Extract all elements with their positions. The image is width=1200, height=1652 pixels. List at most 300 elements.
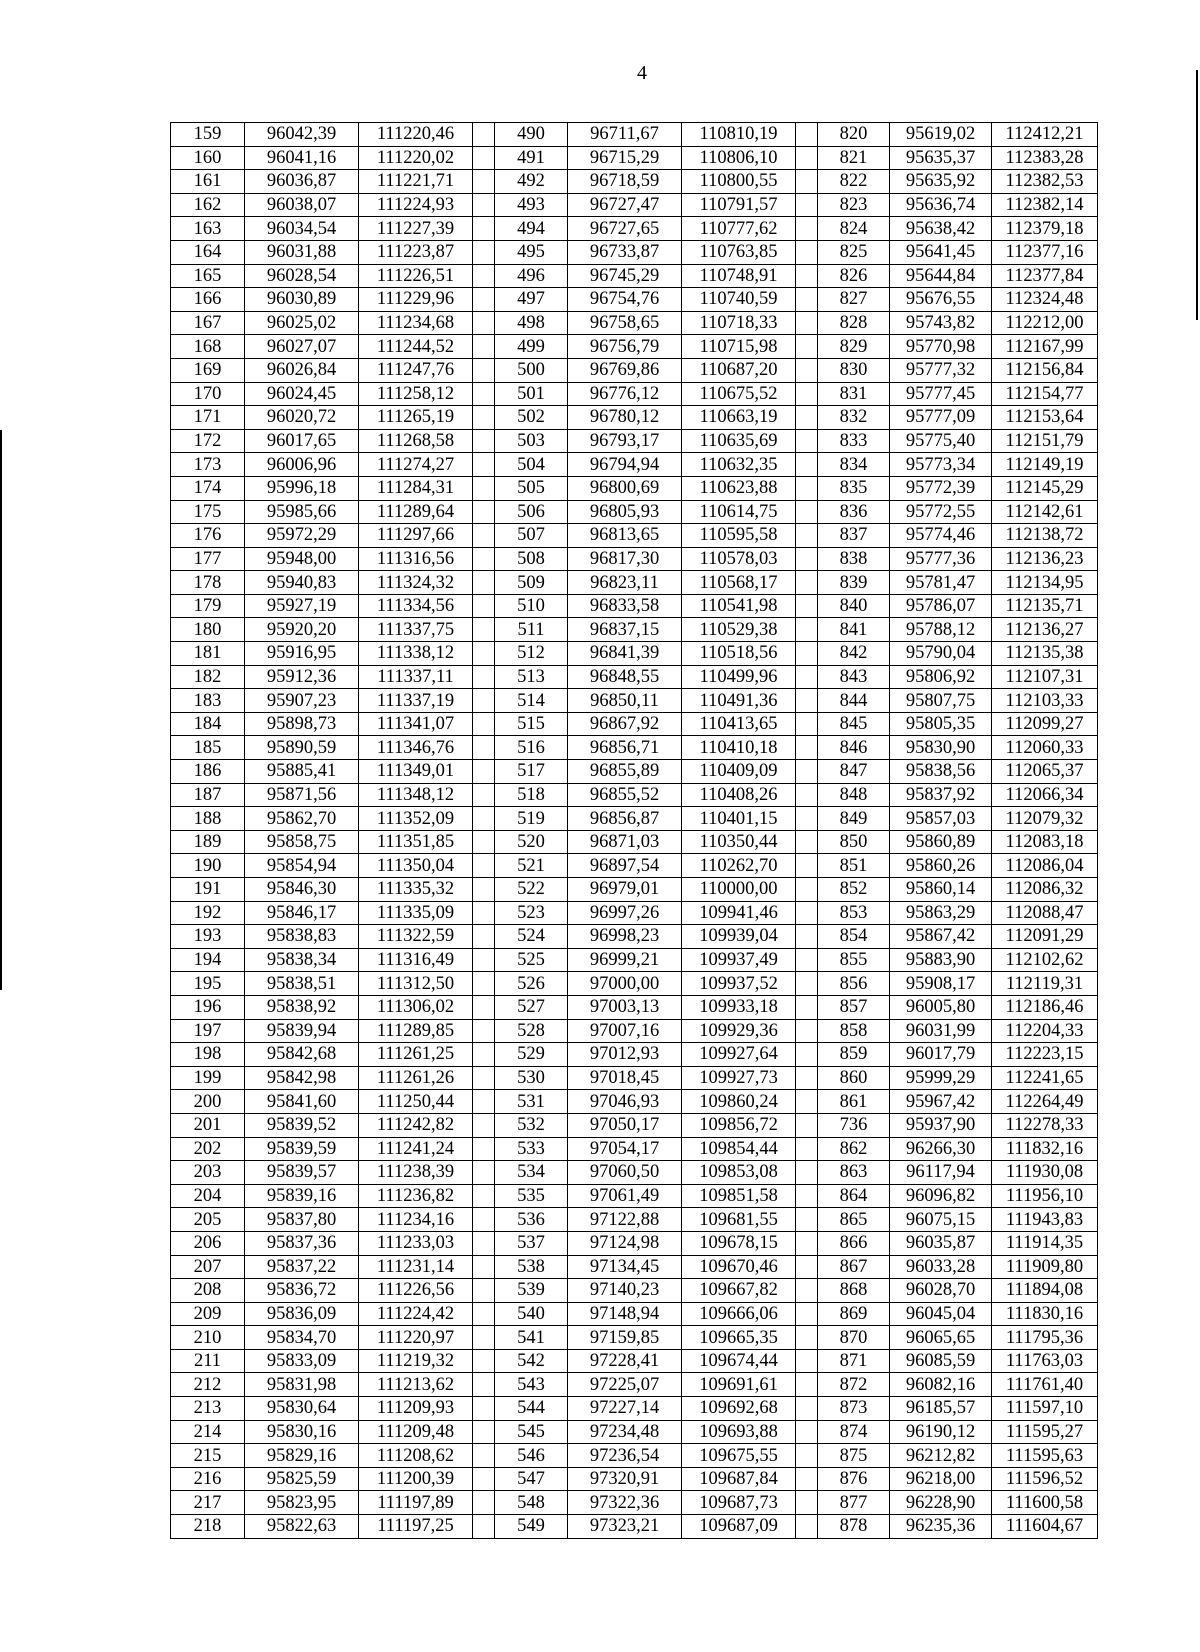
point-number-cell: 179: [171, 594, 245, 618]
point-number-cell: 506: [495, 500, 568, 524]
point-number-cell: 184: [171, 712, 245, 736]
table-row: [171, 453, 1098, 477]
x-coordinate-cell: 96033,28: [890, 1255, 992, 1279]
y-coordinate-cell: 111289,85: [359, 1019, 473, 1043]
x-coordinate-cell: 95806,92: [890, 665, 992, 689]
coordinates-table: [170, 122, 1098, 1539]
section-separator-cell: [473, 524, 495, 548]
point-number-cell: 856: [818, 972, 890, 996]
point-number-cell: 542: [495, 1349, 568, 1373]
point-number-cell: 493: [495, 193, 568, 217]
section-separator-cell: [796, 1090, 818, 1114]
x-coordinate-cell: 95790,04: [890, 642, 992, 666]
table-row: [171, 1302, 1098, 1326]
point-number-cell: 205: [171, 1208, 245, 1232]
section-separator-cell: [796, 382, 818, 406]
x-coordinate-cell: 97060,50: [568, 1161, 682, 1185]
x-coordinate-cell: 95638,42: [890, 217, 992, 241]
point-number-cell: 832: [818, 406, 890, 430]
x-coordinate-cell: 96998,23: [568, 925, 682, 949]
point-number-cell: 500: [495, 358, 568, 382]
y-coordinate-cell: 111795,36: [992, 1326, 1098, 1350]
y-coordinate-cell: 110675,52: [682, 382, 796, 406]
table-row: [171, 1491, 1098, 1515]
section-separator-cell: [796, 524, 818, 548]
table-row: [171, 358, 1098, 382]
x-coordinate-cell: 96850,11: [568, 689, 682, 713]
point-number-cell: 830: [818, 358, 890, 382]
point-number-cell: 864: [818, 1184, 890, 1208]
x-coordinate-cell: 95890,59: [245, 736, 359, 760]
x-coordinate-cell: 96042,39: [245, 123, 359, 147]
y-coordinate-cell: 111334,56: [359, 594, 473, 618]
table-row: [171, 1113, 1098, 1137]
section-separator-cell: [473, 547, 495, 571]
point-number-cell: 820: [818, 123, 890, 147]
table-row: [171, 193, 1098, 217]
section-separator-cell: [473, 807, 495, 831]
y-coordinate-cell: 109674,44: [682, 1349, 796, 1373]
y-coordinate-cell: 112212,00: [992, 311, 1098, 335]
y-coordinate-cell: 112136,27: [992, 618, 1098, 642]
point-number-cell: 861: [818, 1090, 890, 1114]
x-coordinate-cell: 95862,70: [245, 807, 359, 831]
y-coordinate-cell: 112066,34: [992, 783, 1098, 807]
x-coordinate-cell: 95985,66: [245, 500, 359, 524]
point-number-cell: 531: [495, 1090, 568, 1114]
x-coordinate-cell: 96190,12: [890, 1420, 992, 1444]
table-row: [171, 736, 1098, 760]
y-coordinate-cell: 109933,18: [682, 995, 796, 1019]
x-coordinate-cell: 95838,56: [890, 760, 992, 784]
y-coordinate-cell: 111261,25: [359, 1043, 473, 1067]
y-coordinate-cell: 110800,55: [682, 170, 796, 194]
x-coordinate-cell: 97140,23: [568, 1279, 682, 1303]
x-coordinate-cell: 95898,73: [245, 712, 359, 736]
y-coordinate-cell: 110663,19: [682, 406, 796, 430]
x-coordinate-cell: 96266,30: [890, 1137, 992, 1161]
x-coordinate-cell: 95927,19: [245, 594, 359, 618]
x-coordinate-cell: 97134,45: [568, 1255, 682, 1279]
point-number-cell: 837: [818, 524, 890, 548]
y-coordinate-cell: 111221,71: [359, 170, 473, 194]
point-number-cell: 214: [171, 1420, 245, 1444]
point-number-cell: 524: [495, 925, 568, 949]
x-coordinate-cell: 97225,07: [568, 1373, 682, 1397]
y-coordinate-cell: 111274,27: [359, 453, 473, 477]
table-row: [171, 689, 1098, 713]
table-row: [171, 948, 1098, 972]
x-coordinate-cell: 95841,60: [245, 1090, 359, 1114]
y-coordinate-cell: 109927,73: [682, 1066, 796, 1090]
y-coordinate-cell: 111335,09: [359, 901, 473, 925]
y-coordinate-cell: 111200,39: [359, 1467, 473, 1491]
y-coordinate-cell: 111338,12: [359, 642, 473, 666]
x-coordinate-cell: 95838,34: [245, 948, 359, 972]
table-row: [171, 123, 1098, 147]
x-coordinate-cell: 95907,23: [245, 689, 359, 713]
table-row: [171, 264, 1098, 288]
x-coordinate-cell: 96817,30: [568, 547, 682, 571]
x-coordinate-cell: 95829,16: [245, 1444, 359, 1468]
point-number-cell: 186: [171, 760, 245, 784]
x-coordinate-cell: 95842,68: [245, 1043, 359, 1067]
table-row: [171, 1137, 1098, 1161]
y-coordinate-cell: 110578,03: [682, 547, 796, 571]
point-number-cell: 527: [495, 995, 568, 1019]
point-number-cell: 845: [818, 712, 890, 736]
section-separator-cell: [796, 123, 818, 147]
y-coordinate-cell: 110401,15: [682, 807, 796, 831]
point-number-cell: 209: [171, 1302, 245, 1326]
section-separator-cell: [796, 547, 818, 571]
section-separator-cell: [473, 854, 495, 878]
section-separator-cell: [473, 878, 495, 902]
point-number-cell: 178: [171, 571, 245, 595]
point-number-cell: 827: [818, 288, 890, 312]
x-coordinate-cell: 96727,47: [568, 193, 682, 217]
y-coordinate-cell: 111337,11: [359, 665, 473, 689]
x-coordinate-cell: 97236,54: [568, 1444, 682, 1468]
point-number-cell: 854: [818, 925, 890, 949]
y-coordinate-cell: 112083,18: [992, 830, 1098, 854]
section-separator-cell: [796, 948, 818, 972]
y-coordinate-cell: 111346,76: [359, 736, 473, 760]
x-coordinate-cell: 95867,42: [890, 925, 992, 949]
x-coordinate-cell: 95770,98: [890, 335, 992, 359]
section-separator-cell: [473, 618, 495, 642]
y-coordinate-cell: 109681,55: [682, 1208, 796, 1232]
point-number-cell: 546: [495, 1444, 568, 1468]
point-number-cell: 505: [495, 476, 568, 500]
y-coordinate-cell: 112241,65: [992, 1066, 1098, 1090]
point-number-cell: 866: [818, 1231, 890, 1255]
table-row: [171, 1515, 1098, 1539]
point-number-cell: 544: [495, 1397, 568, 1421]
x-coordinate-cell: 96805,93: [568, 500, 682, 524]
point-number-cell: 518: [495, 783, 568, 807]
section-separator-cell: [473, 1184, 495, 1208]
point-number-cell: 835: [818, 476, 890, 500]
y-coordinate-cell: 111943,83: [992, 1208, 1098, 1232]
point-number-cell: 839: [818, 571, 890, 595]
y-coordinate-cell: 109693,88: [682, 1420, 796, 1444]
y-coordinate-cell: 111596,52: [992, 1467, 1098, 1491]
x-coordinate-cell: 97159,85: [568, 1326, 682, 1350]
section-separator-cell: [473, 736, 495, 760]
point-number-cell: 202: [171, 1137, 245, 1161]
point-number-cell: 826: [818, 264, 890, 288]
point-number-cell: 508: [495, 547, 568, 571]
point-number-cell: 499: [495, 335, 568, 359]
x-coordinate-cell: 95920,20: [245, 618, 359, 642]
y-coordinate-cell: 112153,64: [992, 406, 1098, 430]
section-separator-cell: [473, 642, 495, 666]
point-number-cell: 216: [171, 1467, 245, 1491]
section-separator-cell: [473, 264, 495, 288]
y-coordinate-cell: 111914,35: [992, 1231, 1098, 1255]
x-coordinate-cell: 96026,84: [245, 358, 359, 382]
x-coordinate-cell: 95831,98: [245, 1373, 359, 1397]
x-coordinate-cell: 95999,29: [890, 1066, 992, 1090]
point-number-cell: 545: [495, 1420, 568, 1444]
y-coordinate-cell: 110810,19: [682, 123, 796, 147]
x-coordinate-cell: 95823,95: [245, 1491, 359, 1515]
y-coordinate-cell: 111306,02: [359, 995, 473, 1019]
y-coordinate-cell: 110777,62: [682, 217, 796, 241]
point-number-cell: 863: [818, 1161, 890, 1185]
x-coordinate-cell: 97234,48: [568, 1420, 682, 1444]
x-coordinate-cell: 95636,74: [890, 193, 992, 217]
y-coordinate-cell: 111600,58: [992, 1491, 1098, 1515]
point-number-cell: 513: [495, 665, 568, 689]
y-coordinate-cell: 109687,09: [682, 1515, 796, 1539]
point-number-cell: 855: [818, 948, 890, 972]
y-coordinate-cell: 110262,70: [682, 854, 796, 878]
y-coordinate-cell: 111348,12: [359, 783, 473, 807]
x-coordinate-cell: 96997,26: [568, 901, 682, 925]
section-separator-cell: [473, 1373, 495, 1397]
point-number-cell: 538: [495, 1255, 568, 1279]
point-number-cell: 501: [495, 382, 568, 406]
table-row: [171, 1231, 1098, 1255]
x-coordinate-cell: 97007,16: [568, 1019, 682, 1043]
y-coordinate-cell: 110718,33: [682, 311, 796, 335]
point-number-cell: 168: [171, 335, 245, 359]
x-coordinate-cell: 96005,80: [890, 995, 992, 1019]
x-coordinate-cell: 96085,59: [890, 1349, 992, 1373]
point-number-cell: 171: [171, 406, 245, 430]
point-number-cell: 181: [171, 642, 245, 666]
x-coordinate-cell: 95836,72: [245, 1279, 359, 1303]
x-coordinate-cell: 95635,37: [890, 146, 992, 170]
x-coordinate-cell: 97227,14: [568, 1397, 682, 1421]
section-separator-cell: [796, 1326, 818, 1350]
right-scan-edge-mark: [1196, 70, 1198, 320]
section-separator-cell: [473, 1066, 495, 1090]
point-number-cell: 490: [495, 123, 568, 147]
section-separator-cell: [473, 1137, 495, 1161]
y-coordinate-cell: 111337,19: [359, 689, 473, 713]
section-separator-cell: [796, 1184, 818, 1208]
section-separator-cell: [473, 901, 495, 925]
point-number-cell: 520: [495, 830, 568, 854]
y-coordinate-cell: 112079,32: [992, 807, 1098, 831]
x-coordinate-cell: 96235,36: [890, 1515, 992, 1539]
x-coordinate-cell: 97061,49: [568, 1184, 682, 1208]
point-number-cell: 851: [818, 854, 890, 878]
x-coordinate-cell: 96856,87: [568, 807, 682, 831]
y-coordinate-cell: 111930,08: [992, 1161, 1098, 1185]
section-separator-cell: [796, 406, 818, 430]
y-coordinate-cell: 112156,84: [992, 358, 1098, 382]
table-row: [171, 311, 1098, 335]
table-row: [171, 854, 1098, 878]
y-coordinate-cell: 109939,04: [682, 925, 796, 949]
section-separator-cell: [473, 1515, 495, 1539]
point-number-cell: 210: [171, 1326, 245, 1350]
section-separator-cell: [473, 1397, 495, 1421]
y-coordinate-cell: 110687,20: [682, 358, 796, 382]
point-number-cell: 868: [818, 1279, 890, 1303]
point-number-cell: 504: [495, 453, 568, 477]
x-coordinate-cell: 96833,58: [568, 594, 682, 618]
section-separator-cell: [796, 170, 818, 194]
point-number-cell: 848: [818, 783, 890, 807]
point-number-cell: 874: [818, 1420, 890, 1444]
section-separator-cell: [473, 571, 495, 595]
y-coordinate-cell: 109665,35: [682, 1326, 796, 1350]
section-separator-cell: [796, 1420, 818, 1444]
table-row: [171, 1043, 1098, 1067]
x-coordinate-cell: 95842,98: [245, 1066, 359, 1090]
x-coordinate-cell: 97322,36: [568, 1491, 682, 1515]
point-number-cell: 512: [495, 642, 568, 666]
point-number-cell: 511: [495, 618, 568, 642]
point-number-cell: 523: [495, 901, 568, 925]
y-coordinate-cell: 112264,49: [992, 1090, 1098, 1114]
table-row: [171, 642, 1098, 666]
point-number-cell: 871: [818, 1349, 890, 1373]
y-coordinate-cell: 111597,10: [992, 1397, 1098, 1421]
y-coordinate-cell: 112102,62: [992, 948, 1098, 972]
section-separator-cell: [473, 217, 495, 241]
section-separator-cell: [473, 1326, 495, 1350]
point-number-cell: 533: [495, 1137, 568, 1161]
y-coordinate-cell: 112099,27: [992, 712, 1098, 736]
x-coordinate-cell: 96769,86: [568, 358, 682, 382]
section-separator-cell: [473, 1491, 495, 1515]
point-number-cell: 867: [818, 1255, 890, 1279]
point-number-cell: 188: [171, 807, 245, 831]
point-number-cell: 842: [818, 642, 890, 666]
y-coordinate-cell: 110409,09: [682, 760, 796, 784]
x-coordinate-cell: 96035,87: [890, 1231, 992, 1255]
y-coordinate-cell: 111909,80: [992, 1255, 1098, 1279]
x-coordinate-cell: 97148,94: [568, 1302, 682, 1326]
table-row: [171, 1373, 1098, 1397]
point-number-cell: 526: [495, 972, 568, 996]
section-separator-cell: [473, 783, 495, 807]
y-coordinate-cell: 111894,08: [992, 1279, 1098, 1303]
section-separator-cell: [473, 1113, 495, 1137]
section-separator-cell: [796, 358, 818, 382]
y-coordinate-cell: 111208,62: [359, 1444, 473, 1468]
point-number-cell: 736: [818, 1113, 890, 1137]
section-separator-cell: [796, 618, 818, 642]
section-separator-cell: [473, 1420, 495, 1444]
table-row: [171, 500, 1098, 524]
y-coordinate-cell: 110499,96: [682, 665, 796, 689]
point-number-cell: 875: [818, 1444, 890, 1468]
section-separator-cell: [473, 712, 495, 736]
y-coordinate-cell: 111226,51: [359, 264, 473, 288]
x-coordinate-cell: 97018,45: [568, 1066, 682, 1090]
x-coordinate-cell: 96867,92: [568, 712, 682, 736]
x-coordinate-cell: 97054,17: [568, 1137, 682, 1161]
point-number-cell: 192: [171, 901, 245, 925]
point-number-cell: 853: [818, 901, 890, 925]
x-coordinate-cell: 96096,82: [890, 1184, 992, 1208]
table-row: [171, 1467, 1098, 1491]
point-number-cell: 844: [818, 689, 890, 713]
y-coordinate-cell: 111830,16: [992, 1302, 1098, 1326]
x-coordinate-cell: 95839,52: [245, 1113, 359, 1137]
point-number-cell: 176: [171, 524, 245, 548]
section-separator-cell: [796, 901, 818, 925]
point-number-cell: 549: [495, 1515, 568, 1539]
x-coordinate-cell: 95836,09: [245, 1302, 359, 1326]
y-coordinate-cell: 111236,82: [359, 1184, 473, 1208]
x-coordinate-cell: 97000,00: [568, 972, 682, 996]
table-row: [171, 901, 1098, 925]
y-coordinate-cell: 111224,42: [359, 1302, 473, 1326]
section-separator-cell: [796, 217, 818, 241]
table-row: [171, 547, 1098, 571]
x-coordinate-cell: 96082,16: [890, 1373, 992, 1397]
section-separator-cell: [796, 878, 818, 902]
point-number-cell: 829: [818, 335, 890, 359]
section-separator-cell: [473, 995, 495, 1019]
section-separator-cell: [473, 1231, 495, 1255]
y-coordinate-cell: 111242,82: [359, 1113, 473, 1137]
y-coordinate-cell: 110740,59: [682, 288, 796, 312]
y-coordinate-cell: 111265,19: [359, 406, 473, 430]
x-coordinate-cell: 96017,65: [245, 429, 359, 453]
x-coordinate-cell: 97122,88: [568, 1208, 682, 1232]
section-separator-cell: [473, 453, 495, 477]
point-number-cell: 492: [495, 170, 568, 194]
point-number-cell: 859: [818, 1043, 890, 1067]
x-coordinate-cell: 96075,15: [890, 1208, 992, 1232]
y-coordinate-cell: 110568,17: [682, 571, 796, 595]
x-coordinate-cell: 96848,55: [568, 665, 682, 689]
x-coordinate-cell: 96727,65: [568, 217, 682, 241]
point-number-cell: 190: [171, 854, 245, 878]
y-coordinate-cell: 111233,03: [359, 1231, 473, 1255]
point-number-cell: 207: [171, 1255, 245, 1279]
point-number-cell: 540: [495, 1302, 568, 1326]
section-separator-cell: [473, 925, 495, 949]
section-separator-cell: [796, 1515, 818, 1539]
point-number-cell: 165: [171, 264, 245, 288]
y-coordinate-cell: 112134,95: [992, 571, 1098, 595]
table-row: [171, 760, 1098, 784]
y-coordinate-cell: 112383,28: [992, 146, 1098, 170]
point-number-cell: 522: [495, 878, 568, 902]
y-coordinate-cell: 110529,38: [682, 618, 796, 642]
x-coordinate-cell: 95883,90: [890, 948, 992, 972]
x-coordinate-cell: 96754,76: [568, 288, 682, 312]
point-number-cell: 822: [818, 170, 890, 194]
section-separator-cell: [796, 972, 818, 996]
x-coordinate-cell: 95916,95: [245, 642, 359, 666]
point-number-cell: 172: [171, 429, 245, 453]
x-coordinate-cell: 96028,70: [890, 1279, 992, 1303]
y-coordinate-cell: 110791,57: [682, 193, 796, 217]
y-coordinate-cell: 109687,84: [682, 1467, 796, 1491]
point-number-cell: 850: [818, 830, 890, 854]
point-number-cell: 858: [818, 1019, 890, 1043]
point-number-cell: 547: [495, 1467, 568, 1491]
table-row: [171, 972, 1098, 996]
table-row: [171, 476, 1098, 500]
y-coordinate-cell: 111213,62: [359, 1373, 473, 1397]
table-row: [171, 1161, 1098, 1185]
point-number-cell: 841: [818, 618, 890, 642]
x-coordinate-cell: 96041,16: [245, 146, 359, 170]
y-coordinate-cell: 111227,39: [359, 217, 473, 241]
